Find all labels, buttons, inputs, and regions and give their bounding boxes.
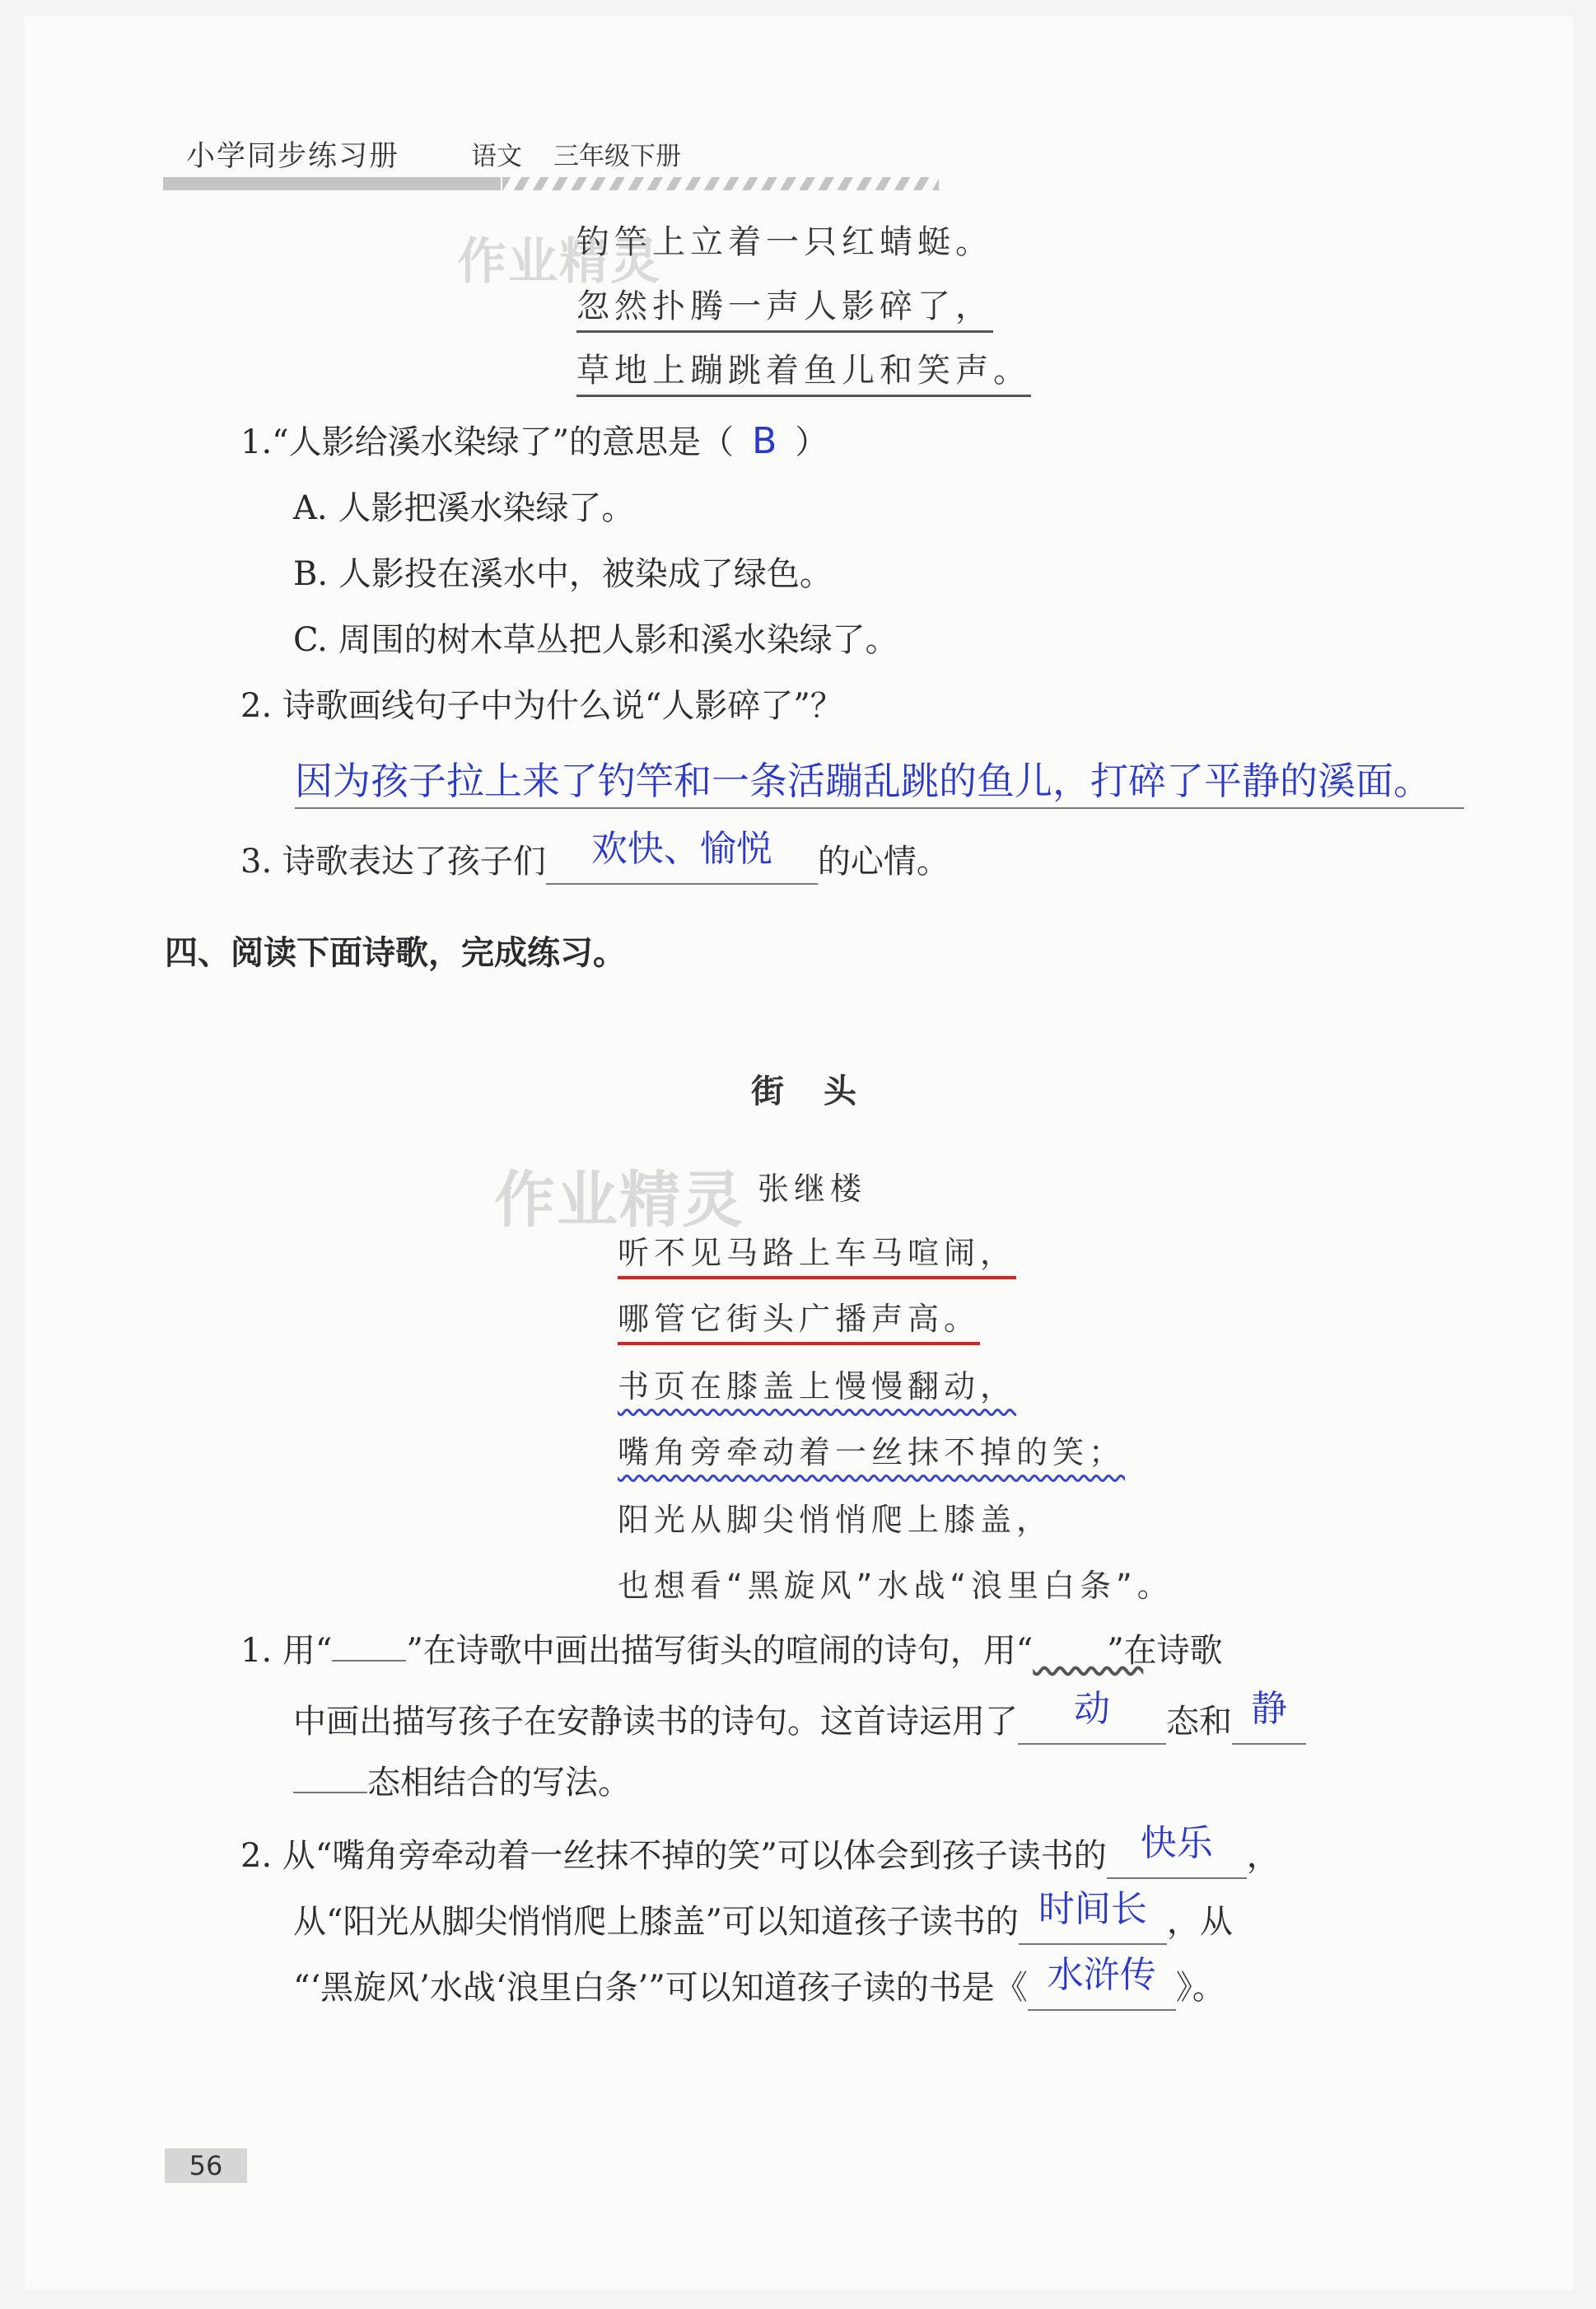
s4-q1-line3-suffix: 态相结合的写法。 — [367, 1764, 631, 1802]
poem2-line-3: 书页在膝盖上慢慢翻动， — [618, 1368, 1017, 1405]
section-4-heading: 四、阅读下面诗歌，完成练习。 — [165, 933, 626, 972]
poem-title: 街 头 — [751, 1073, 860, 1110]
poem2-line-6: 也想看“黑旋风”水战“浪里白条”。 — [618, 1568, 1174, 1604]
s4-q1-part1: 1. 用“ — [240, 1632, 333, 1670]
option-a: A. 人影把溪水染绿了。 — [293, 489, 635, 527]
header-hatch — [502, 177, 939, 190]
s4-q1-line2-prefix: 中画出描写孩子在安静读书的诗句。这首诗运用了 — [293, 1703, 1018, 1741]
s4-q2-answer-2: 时间长 — [1038, 1888, 1147, 1930]
poem1-line-3: 草地上蹦跳着鱼儿和笑声。 — [576, 352, 1031, 397]
book-title: 小学同步练习册 — [186, 140, 400, 173]
s4-q1-answer-1: 动 — [1074, 1688, 1110, 1730]
s4-q2-line1-suffix: ， — [1246, 1837, 1280, 1875]
s4-q2-answer-1: 快乐 — [1140, 1822, 1213, 1864]
question-1-suffix: ） — [795, 423, 828, 461]
poem1-line-1: 钓竿上立着一只红蜻蜓。 — [576, 223, 993, 261]
s4-q2-line2-prefix: 从“阳光从脚尖悄悄爬上膝盖”可以知道孩子读书的 — [293, 1903, 1019, 1941]
straight-line-sample — [332, 1660, 406, 1662]
poem2-line-1: 听不见马路上车马喧闹， — [618, 1235, 1016, 1279]
s4-question-1-line-1 — [240, 1624, 1223, 1671]
blank-q3[interactable] — [546, 830, 818, 885]
header-bar — [163, 177, 501, 190]
poem2-line-5: 阳光从脚尖悄悄爬上膝盖， — [618, 1502, 1053, 1538]
blank-s4-q1-b-cont — [293, 1792, 367, 1793]
s4-q2-line2-suffix: ，从 — [1166, 1903, 1233, 1941]
s4-question-1-line-2 — [293, 1690, 1306, 1745]
s4-q2-line1-prefix: 2. 从“嘴角旁牵动着一丝抹不掉的笑”可以体会到孩子读书的 — [240, 1837, 1107, 1875]
question-2-answer: 因为孩子拉上来了钓竿和一条活蹦乱跳的鱼儿，打碎了平静的溪面。 — [295, 759, 1431, 803]
question-3-prefix: 3. 诗歌表达了孩子们 — [240, 843, 546, 881]
s4-q1-answer-2: 静 — [1251, 1688, 1287, 1730]
page-number: 56 — [165, 2148, 247, 2183]
option-b: B. 人影投在溪水中，被染成了绿色。 — [293, 555, 833, 593]
s4-q1-line2-mid: 态和 — [1166, 1703, 1232, 1741]
s4-question-1-line-3 — [293, 1756, 631, 1803]
question-3-answer: 欢快、愉悦 — [590, 828, 772, 870]
grade-label: 三年级下册 — [553, 142, 681, 171]
watermark-top: 作业精灵 — [457, 233, 661, 291]
question-1-answer: B — [752, 420, 777, 462]
blank-s4-q1-a[interactable] — [1018, 1690, 1166, 1745]
question-1-prefix: 1.“人影给溪水染绿了”的意思是（ — [240, 423, 735, 461]
blank-s4-q2-a[interactable] — [1107, 1822, 1247, 1879]
s4-q2-line3-prefix: “‘黑旋风’水战‘浪里白条’”可以知道孩子读的书是《 — [293, 1969, 1028, 2007]
option-c: C. 周围的树木草丛把人影和溪水染绿了。 — [293, 621, 898, 659]
s4-q2-line3-suffix: 》。 — [1175, 1969, 1225, 2007]
poem1-line-2: 忽然扑腾一声人影碎了， — [576, 287, 993, 333]
s4-question-2-line-1 — [240, 1822, 1280, 1879]
s4-q2-answer-3: 水浒传 — [1047, 1954, 1156, 1996]
s4-question-2-line-3 — [293, 1956, 1225, 2011]
watermark-middle: 作业精灵 — [494, 1165, 744, 1236]
question-1 — [240, 416, 828, 463]
blank-s4-q1-b[interactable] — [1232, 1690, 1306, 1745]
poem-author: 张继楼 — [758, 1171, 867, 1207]
wavy-line-sample — [1033, 1632, 1107, 1670]
subject-label: 语文 — [471, 142, 522, 171]
blank-s4-q2-c[interactable] — [1028, 1956, 1176, 2011]
poem2-line-2: 哪管它街头广播声高。 — [618, 1301, 980, 1345]
s4-q1-part3: ”在诗歌 — [1107, 1632, 1223, 1670]
s4-q1-part2: ”在诗歌中画出描写街头的喧闹的诗句，用“ — [406, 1632, 1034, 1670]
question-3 — [240, 830, 950, 885]
s4-question-2-line-2 — [293, 1888, 1233, 1945]
question-2: 2. 诗歌画线句子中为什么说“人影碎了”？ — [240, 687, 843, 725]
blank-s4-q2-b[interactable] — [1019, 1888, 1167, 1945]
question-3-suffix: 的心情。 — [817, 843, 950, 881]
poem2-line-4: 嘴角旁牵动着一丝抹不掉的笑； — [618, 1434, 1126, 1470]
